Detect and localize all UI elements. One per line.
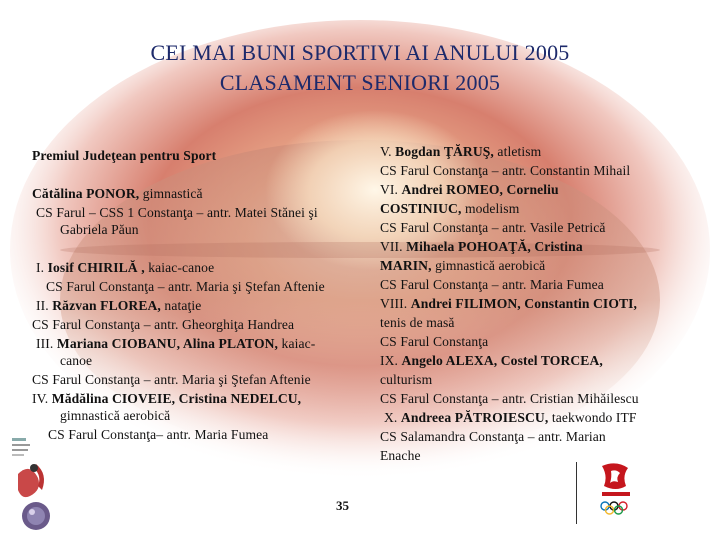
right-line-4 <box>380 199 519 218</box>
right-line-7 <box>380 256 545 275</box>
right-line-11-pre: CS Farul Constanţa <box>380 334 489 349</box>
right-line-6-pre: VII. <box>380 239 407 254</box>
entry-2-name: Răzvan FLOREA, <box>52 298 161 313</box>
entry-4-rank: IV. <box>32 391 49 406</box>
right-line-9 <box>380 294 637 313</box>
right-line-5-pre: CS Farul Constanţa – antr. Vasile Petrică <box>380 220 606 235</box>
entry-1-name: Iosif CHIRILĂ , <box>47 260 145 275</box>
prize-heading: Premiul Judeţean pentru Sport <box>32 148 217 163</box>
right-line-8-pre: CS Farul Constanţa – antr. Maria Fumea <box>380 277 604 292</box>
right-line-15 <box>384 408 637 427</box>
right-line-15-pre: X. <box>384 410 401 425</box>
right-line-6-bold: Mihaela POHOAŢĂ, Cristina <box>406 239 583 254</box>
entry-3-name: Mariana CIOBANU, Alina PLATON, <box>56 336 279 351</box>
entry-2-sport: nataţie <box>160 298 202 313</box>
right-line-11 <box>380 332 488 351</box>
right-line-10-pre: tenis de masă <box>380 315 455 330</box>
right-line-3 <box>380 180 559 199</box>
entry-2-rank: II. <box>36 298 49 313</box>
right-line-15-post: taekwondo ITF <box>548 410 637 425</box>
right-line-16 <box>380 427 606 446</box>
right-line-2 <box>380 161 630 180</box>
right-line-1 <box>380 142 541 161</box>
award-sport: gimnastică <box>139 186 203 201</box>
entry-4-sport: gimnastică aerobică <box>60 408 171 423</box>
right-line-1-pre: V. <box>380 144 396 159</box>
right-line-2-pre: CS Farul Constanţa – antr. Constantin Mihail <box>380 163 631 178</box>
right-line-8 <box>380 275 604 294</box>
right-line-13 <box>380 370 432 389</box>
right-line-14 <box>380 389 639 408</box>
entry-4-club: CS Farul Constanţa– antr. Maria Fumea <box>48 427 269 442</box>
right-line-17-pre: Enache <box>380 448 421 463</box>
right-line-16-pre: CS Salamandra Constanţa – antr. Marian <box>380 429 606 444</box>
right-line-7-post: gimnastică aerobică <box>431 258 546 273</box>
right-line-15-bold: Andreea PĂTROIESCU, <box>400 410 549 425</box>
entry-1-club: CS Farul Constanţa – antr. Maria şi Ştefan Aftenie <box>46 279 325 294</box>
right-line-1-post: atletism <box>493 144 542 159</box>
page-subtitle: CLASAMENT SENIORI 2005 <box>219 70 501 95</box>
footer-divider <box>576 462 577 524</box>
right-line-4-post: modelism <box>461 201 520 216</box>
award-line-3: Gabriela Păun <box>60 222 139 237</box>
right-line-4-bold: COSTINIUC, <box>380 201 462 216</box>
constanta-sport-logo-icon <box>8 434 64 534</box>
right-line-3-bold: Andrei ROMEO, Corneliu <box>401 182 559 197</box>
page-number: 35 <box>336 498 349 513</box>
right-line-1-bold: Bogdan ŢĂRUŞ, <box>395 144 494 159</box>
right-line-7-bold: MARIN, <box>380 258 432 273</box>
right-line-9-pre: VIII. <box>380 296 411 311</box>
right-line-9-bold: Andrei FILIMON, Constantin CIOTI, <box>410 296 638 311</box>
right-line-3-pre: VI. <box>380 182 402 197</box>
entry-1-rank: I. <box>36 260 45 275</box>
right-line-12-bold: Angelo ALEXA, Costel TORCEA, <box>401 353 603 368</box>
right-line-10 <box>380 313 455 332</box>
entry-1-sport: kaiac-canoe <box>144 260 215 275</box>
right-line-17 <box>380 446 421 465</box>
right-line-14-pre: CS Farul Constanţa – antr. Cristian Mihăilescu <box>380 391 639 406</box>
entry-3-rank: III. <box>36 336 54 351</box>
entry-2-club: CS Farul Constanţa – antr. Gheorghiţa Handrea <box>32 317 295 332</box>
award-name: Cătălina PONOR, <box>32 186 140 201</box>
right-line-12-pre: IX. <box>380 353 402 368</box>
page-title: CEI MAI BUNI SPORTIVI AI ANULUI 2005 <box>150 40 570 65</box>
entry-1-line <box>36 258 214 277</box>
entry-3-sport-cont: canoe <box>60 353 93 368</box>
award-line-2: CS Farul – CSS 1 Constanţa – antr. Matei Stănei şi <box>36 205 318 220</box>
award-line-1 <box>32 184 203 203</box>
right-line-12 <box>380 351 603 370</box>
entry-4-name: Mădălina CIOVEIE, Cristina NEDELCU, <box>51 391 302 406</box>
entry-2-line <box>36 296 201 315</box>
entry-3-club: CS Farul Constanţa – antr. Maria şi Ştefan Aftenie <box>32 372 311 387</box>
right-line-5 <box>380 218 605 237</box>
right-line-13-pre: culturism <box>380 372 433 387</box>
beijing-2008-olympic-logo-icon <box>594 462 644 520</box>
entry-3-sport: kaiac- <box>278 336 316 351</box>
right-line-6 <box>380 237 583 256</box>
